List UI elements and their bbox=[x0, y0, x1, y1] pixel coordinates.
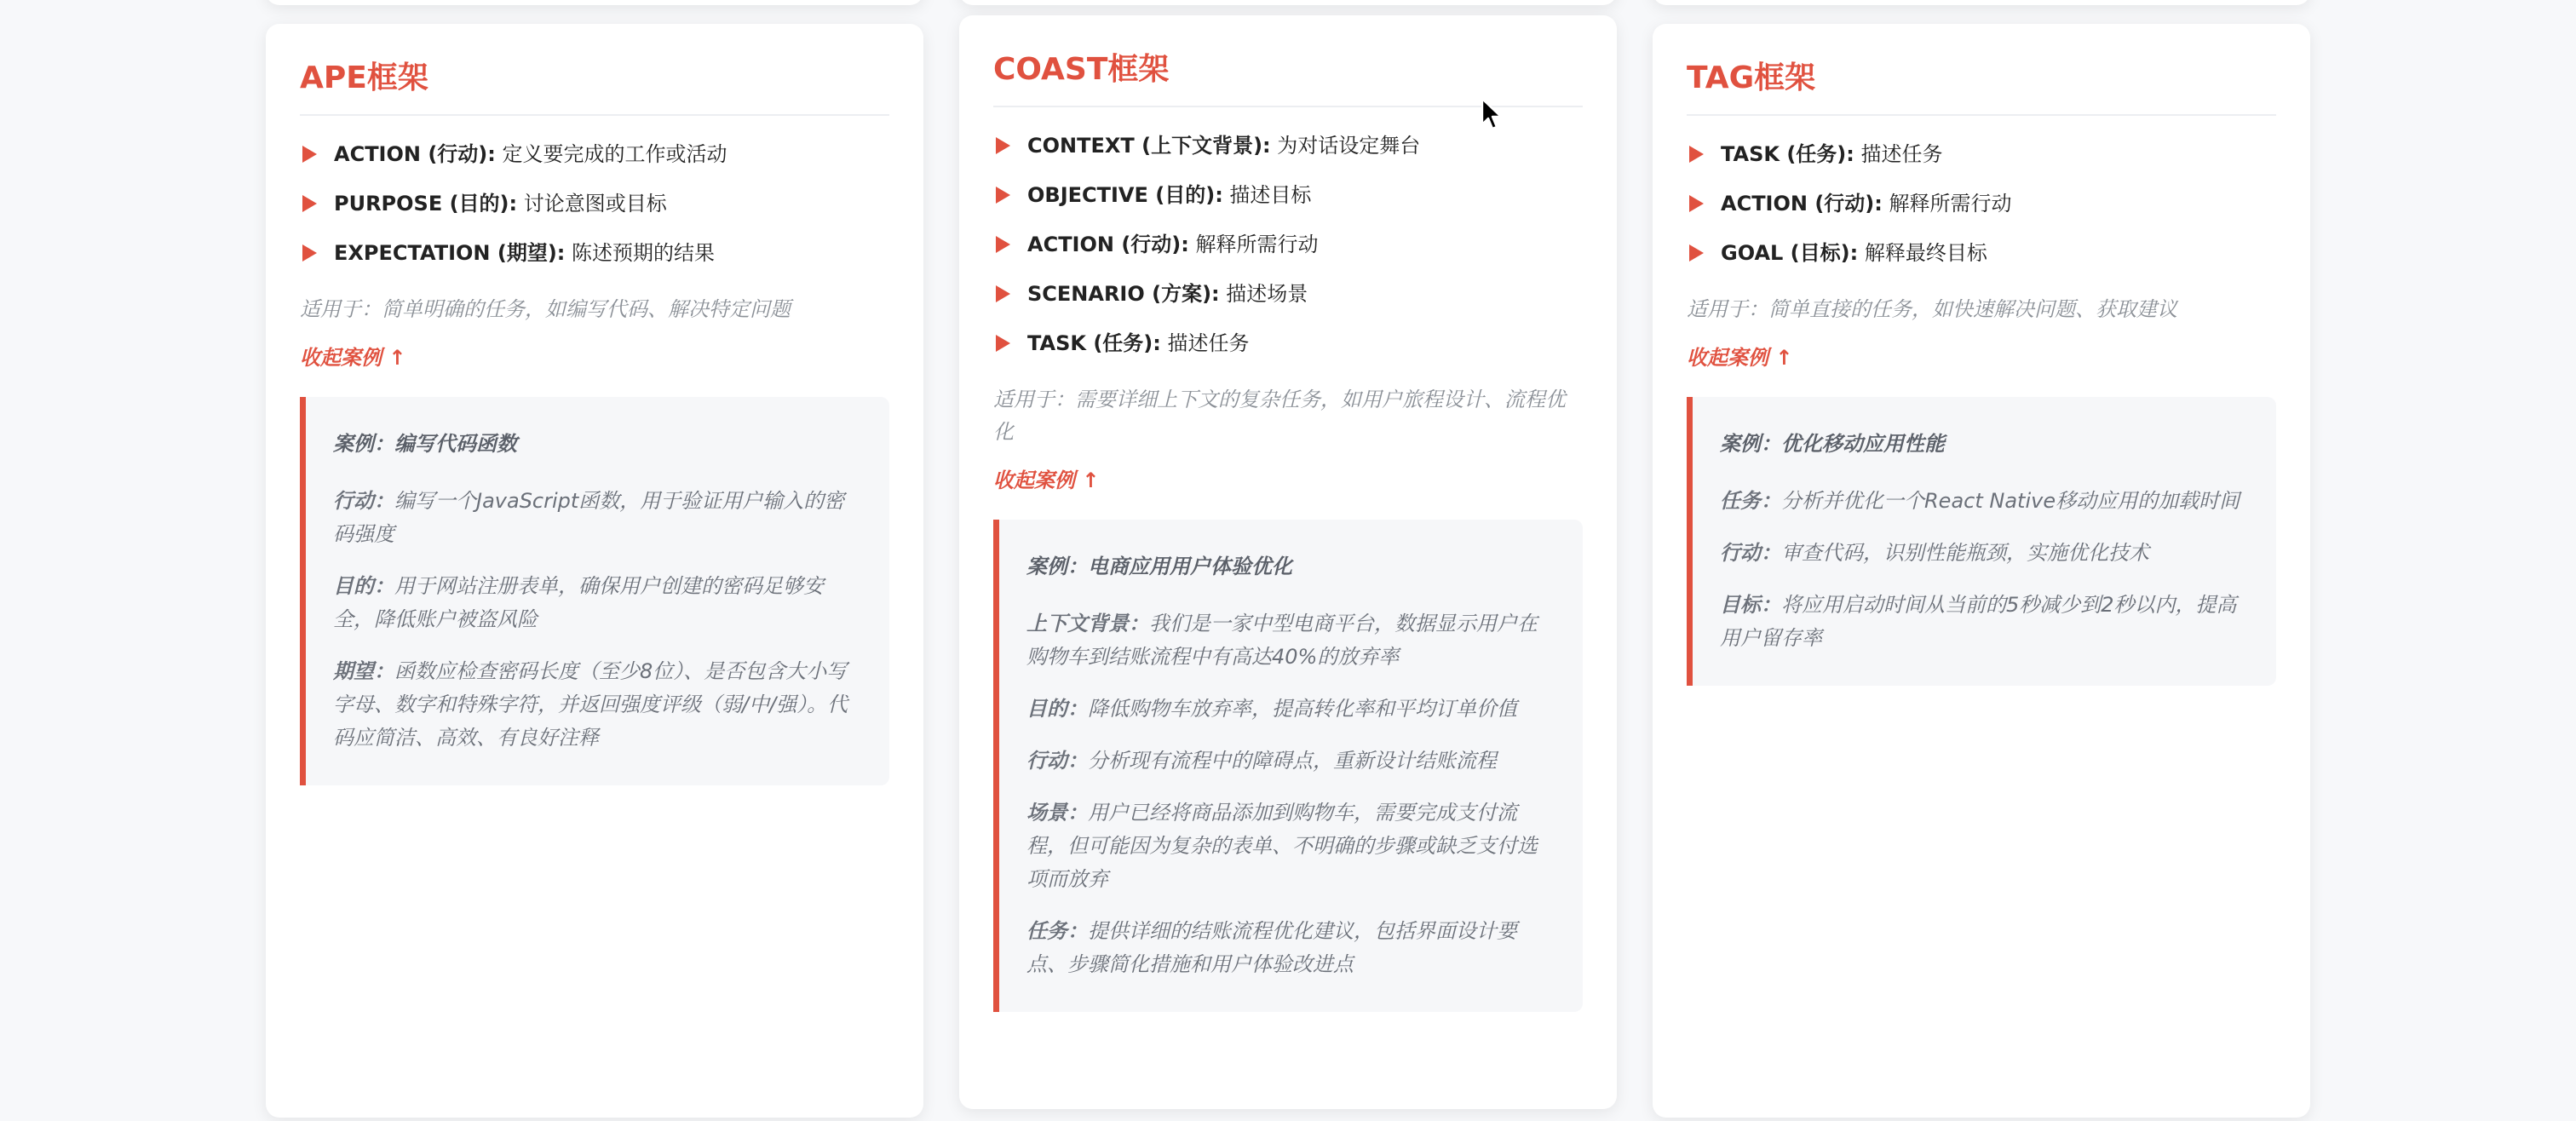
collapse-example-button[interactable]: 收起案例 ↑ bbox=[300, 346, 406, 370]
list-item: TASK (任务): 描述任务 bbox=[993, 319, 1583, 368]
triangle-bullet-icon bbox=[302, 244, 317, 262]
example-row: 上下文背景：我们是一家中型电商平台，数据显示用户在购物车到结账流程中有高达40%的放弃率 bbox=[1026, 612, 1538, 669]
applies-to-text: 适用于：简单直接的任务，如快速解决问题、获取建议 bbox=[1687, 297, 2177, 321]
example-box bbox=[1687, 397, 2276, 686]
mouse-cursor-icon bbox=[1481, 97, 1504, 131]
framework-card-tag bbox=[1653, 24, 2310, 1118]
feature-list bbox=[1687, 129, 2276, 278]
framework-card-coast bbox=[959, 15, 1617, 1109]
feature-list bbox=[993, 121, 1583, 368]
list-item: SCENARIO (方案): 描述场景 bbox=[993, 269, 1583, 319]
triangle-bullet-icon bbox=[996, 187, 1010, 204]
example-row: 目的：降低购物车放弃率，提高转化率和平均订单价值 bbox=[1026, 697, 1517, 721]
list-item: PURPOSE (目的): 讨论意图或目标 bbox=[300, 179, 889, 228]
triangle-bullet-icon bbox=[302, 195, 317, 212]
card-title: TAG框架 bbox=[1687, 60, 2276, 116]
triangle-bullet-icon bbox=[302, 146, 317, 163]
card-title: APE框架 bbox=[300, 60, 889, 116]
previous-card-edge bbox=[1653, 0, 2310, 5]
example-row: 场景：用户已经将商品添加到购物车，需要完成支付流程，但可能因为复杂的表单、不明确的步骤或缺乏支付选项而放弃 bbox=[1026, 801, 1538, 891]
list-item: ACTION (行动): 定义要完成的工作或活动 bbox=[300, 129, 889, 179]
list-item: ACTION (行动): 解释所需行动 bbox=[993, 220, 1583, 269]
triangle-bullet-icon bbox=[1689, 244, 1704, 262]
list-item: CONTEXT (上下文背景): 为对话设定舞台 bbox=[993, 121, 1583, 170]
card-title: COAST框架 bbox=[993, 51, 1583, 107]
list-item: ACTION (行动): 解释所需行动 bbox=[1687, 179, 2276, 228]
example-box bbox=[993, 520, 1583, 1012]
example-box bbox=[300, 397, 889, 785]
applies-to-text: 适用于：简单明确的任务，如编写代码、解决特定问题 bbox=[300, 297, 791, 321]
triangle-bullet-icon bbox=[1689, 146, 1704, 163]
triangle-bullet-icon bbox=[996, 285, 1010, 302]
example-title: 案例：优化移动应用性能 bbox=[1720, 432, 1945, 456]
previous-card-edge bbox=[959, 0, 1617, 5]
triangle-bullet-icon bbox=[1689, 195, 1704, 212]
feature-list bbox=[300, 129, 889, 278]
triangle-bullet-icon bbox=[996, 335, 1010, 352]
example-row: 目的：用于网站注册表单，确保用户创建的密码足够安全，降低账户被盗风险 bbox=[333, 574, 824, 631]
collapse-example-button[interactable]: 收起案例 ↑ bbox=[1687, 346, 1793, 370]
example-row: 行动：审查代码，识别性能瓶颈，实施优化技术 bbox=[1720, 541, 2149, 565]
previous-card-edge bbox=[266, 0, 923, 5]
example-title: 案例：编写代码函数 bbox=[333, 432, 517, 456]
example-row: 任务：分析并优化一个React Native移动应用的加载时间 bbox=[1720, 489, 2240, 513]
triangle-bullet-icon bbox=[996, 137, 1010, 154]
example-row: 行动：编写一个JavaScript函数，用于验证用户输入的密码强度 bbox=[333, 489, 845, 546]
example-row: 期望：函数应检查密码长度（至少8位）、是否包含大小写字母、数字和特殊字符，并返回强度评级（弱/中/强）。代码应简洁、高效、有良好注释 bbox=[333, 659, 848, 750]
example-row: 任务：提供详细的结账流程优化建议，包括界面设计要点、步骤简化措施和用户体验改进点 bbox=[1026, 919, 1517, 976]
framework-card-ape bbox=[266, 24, 923, 1118]
example-row: 目标：将应用启动时间从当前的5秒减少到2秒以内，提高用户留存率 bbox=[1720, 593, 2237, 650]
collapse-example-button[interactable]: 收起案例 ↑ bbox=[993, 469, 1100, 492]
example-title: 案例：电商应用用户体验优化 bbox=[1026, 555, 1292, 578]
list-item: EXPECTATION (期望): 陈述预期的结果 bbox=[300, 228, 889, 278]
example-row: 行动：分析现有流程中的障碍点，重新设计结账流程 bbox=[1026, 749, 1497, 773]
triangle-bullet-icon bbox=[996, 236, 1010, 253]
list-item: OBJECTIVE (目的): 描述目标 bbox=[993, 170, 1583, 220]
list-item: TASK (任务): 描述任务 bbox=[1687, 129, 2276, 179]
list-item: GOAL (目标): 解释最终目标 bbox=[1687, 228, 2276, 278]
applies-to-text: 适用于：需要详细上下文的复杂任务，如用户旅程设计、流程优化 bbox=[993, 388, 1566, 444]
